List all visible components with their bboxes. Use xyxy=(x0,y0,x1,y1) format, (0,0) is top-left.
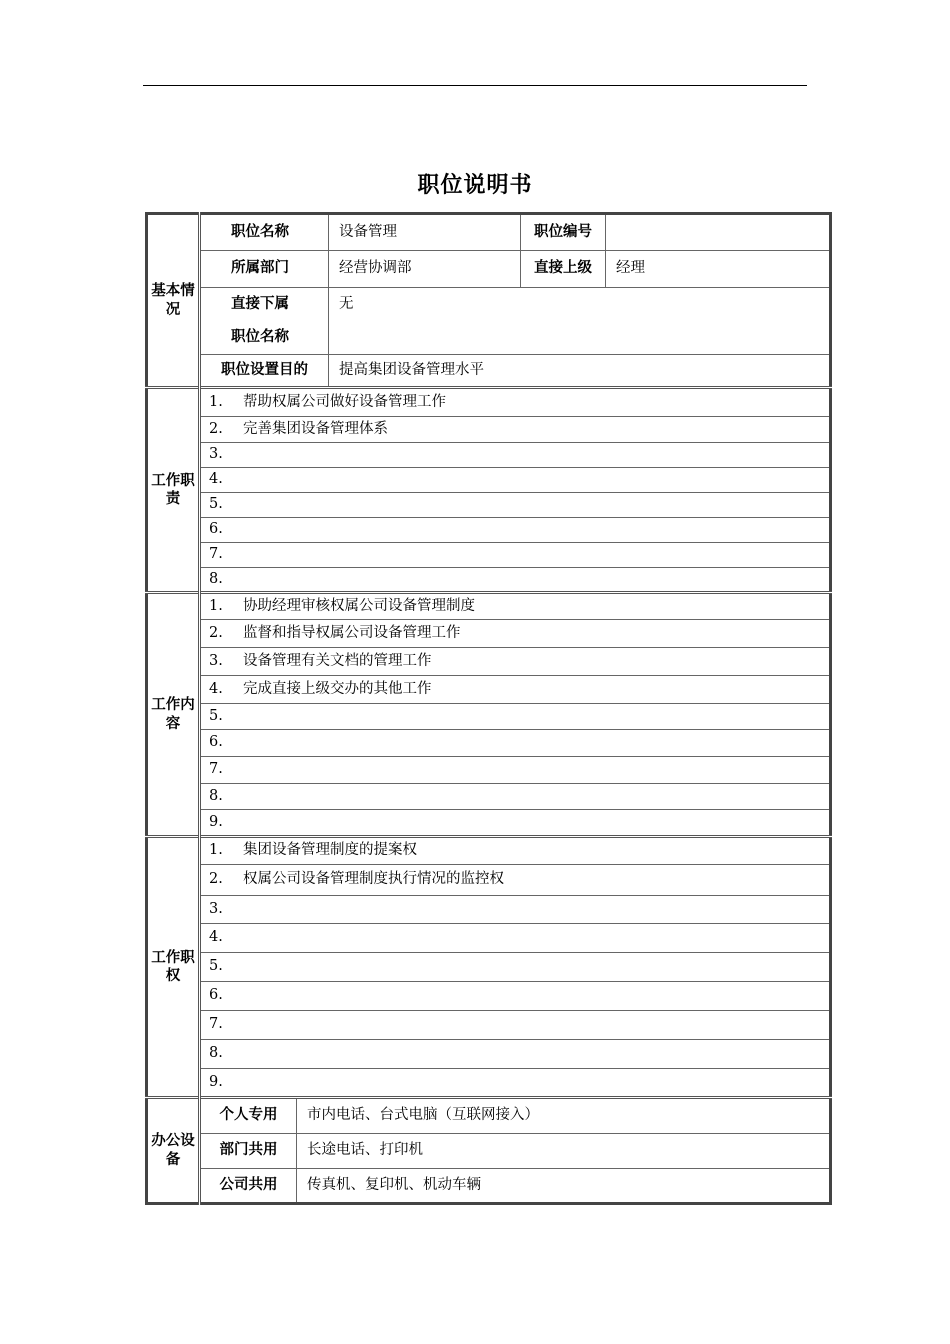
position-name-value: 设备管理 xyxy=(329,214,521,251)
position-code-label: 职位编号 xyxy=(521,214,606,251)
authority-section xyxy=(147,837,831,1098)
section-label-equipment: 办公设备 xyxy=(147,1098,200,1204)
item-number: 2. xyxy=(209,420,223,437)
basic-row-subordinate xyxy=(147,288,831,321)
item-number: 1. xyxy=(209,842,223,859)
purpose-value: 提高集团设备管理水平 xyxy=(329,355,831,388)
equipment-key: 公司共用 xyxy=(200,1169,297,1204)
item-number: 6. xyxy=(209,987,223,1004)
content-item xyxy=(200,648,831,676)
item-number: 3. xyxy=(209,652,223,669)
equipment-key: 部门共用 xyxy=(200,1134,297,1169)
content-item xyxy=(200,810,831,837)
item-number: 5. xyxy=(209,707,223,724)
item-number: 2. xyxy=(209,624,223,641)
item-number: 9. xyxy=(209,1073,223,1090)
content-item xyxy=(200,730,831,757)
subordinate-label-line2: 职位名称 xyxy=(231,329,289,345)
header-rule xyxy=(143,85,807,86)
authority-item xyxy=(200,1011,831,1040)
duties-row xyxy=(147,543,831,568)
item-number: 7. xyxy=(209,1016,223,1033)
item-text: 帮助权属公司做好设备管理工作 xyxy=(243,393,446,410)
item-number: 1. xyxy=(209,597,223,614)
content-item xyxy=(200,784,831,810)
duties-section xyxy=(147,388,831,593)
superior-label: 直接上级 xyxy=(521,251,606,288)
content-item xyxy=(200,593,831,620)
authority-item xyxy=(200,924,831,953)
duties-row xyxy=(147,518,831,543)
content-item xyxy=(200,676,831,704)
duties-item xyxy=(200,417,831,443)
authority-row xyxy=(147,1040,831,1069)
duties-item xyxy=(200,388,831,417)
item-number: 8. xyxy=(209,570,223,587)
section-label-authority: 工作职权 xyxy=(147,837,200,1098)
content-row xyxy=(147,784,831,810)
duties-row xyxy=(147,493,831,518)
item-number: 5. xyxy=(209,958,223,975)
authority-row xyxy=(147,1069,831,1098)
duties-item xyxy=(200,518,831,543)
authority-item xyxy=(200,1040,831,1069)
authority-item xyxy=(200,982,831,1011)
section-label-basic: 基本情况 xyxy=(147,214,200,388)
authority-item xyxy=(200,837,831,865)
authority-row xyxy=(147,865,831,896)
equipment-value: 传真机、复印机、机动车辆 xyxy=(297,1169,831,1204)
duties-row xyxy=(147,568,831,593)
duties-item xyxy=(200,443,831,468)
authority-item xyxy=(200,896,831,924)
equipment-value: 长途电话、打印机 xyxy=(297,1134,831,1169)
item-number: 3. xyxy=(209,446,223,463)
authority-item xyxy=(200,953,831,982)
content-row xyxy=(147,648,831,676)
subordinate-value: 无 xyxy=(329,288,831,355)
authority-row xyxy=(147,837,831,865)
duties-row xyxy=(147,468,831,493)
content-row xyxy=(147,676,831,704)
duties-item xyxy=(200,568,831,593)
item-number: 8. xyxy=(209,787,223,804)
content-row xyxy=(147,757,831,784)
position-name-label: 职位名称 xyxy=(200,214,329,251)
equipment-row xyxy=(147,1134,831,1169)
equipment-row xyxy=(147,1169,831,1204)
duties-item xyxy=(200,493,831,518)
item-text: 集团设备管理制度的提案权 xyxy=(243,842,417,859)
subordinate-label-line1: 直接下属 xyxy=(231,296,289,312)
content-item xyxy=(200,704,831,730)
item-number: 2. xyxy=(209,871,223,888)
content-section xyxy=(147,593,831,837)
content-item xyxy=(200,757,831,784)
item-number: 3. xyxy=(209,900,223,917)
authority-item xyxy=(200,865,831,896)
authority-row xyxy=(147,982,831,1011)
equipment-row xyxy=(147,1098,831,1134)
item-number: 7. xyxy=(209,761,223,778)
content-row xyxy=(147,810,831,837)
page-title: 职位说明书 xyxy=(417,173,533,198)
content-item xyxy=(200,620,831,648)
content-row xyxy=(147,593,831,620)
content-row xyxy=(147,730,831,757)
content-row xyxy=(147,704,831,730)
item-text: 完成直接上级交办的其他工作 xyxy=(243,680,432,697)
item-text: 监督和指导权属公司设备管理工作 xyxy=(243,624,461,641)
section-label-content: 工作内容 xyxy=(147,593,200,837)
item-number: 8. xyxy=(209,1045,223,1062)
purpose-label: 职位设置目的 xyxy=(200,355,329,388)
duties-row xyxy=(147,388,831,417)
item-number: 4. xyxy=(209,680,223,697)
duties-row xyxy=(147,417,831,443)
department-label: 所属部门 xyxy=(200,251,329,288)
department-value: 经营协调部 xyxy=(329,251,521,288)
item-number: 4. xyxy=(209,471,223,488)
item-number: 6. xyxy=(209,734,223,751)
duties-item xyxy=(200,468,831,493)
item-number: 5. xyxy=(209,496,223,513)
item-number: 4. xyxy=(209,929,223,946)
duties-row xyxy=(147,443,831,468)
item-number: 9. xyxy=(209,813,223,830)
duties-item xyxy=(200,543,831,568)
item-number: 7. xyxy=(209,546,223,563)
equipment-key: 个人专用 xyxy=(200,1098,297,1134)
basic-row-position xyxy=(147,214,831,251)
item-text: 权属公司设备管理制度执行情况的监控权 xyxy=(243,871,504,888)
item-number: 1. xyxy=(209,393,223,410)
subordinate-label xyxy=(200,288,329,355)
basic-row-purpose xyxy=(147,355,831,388)
basic-row-department xyxy=(147,251,831,288)
item-text: 协助经理审核权属公司设备管理制度 xyxy=(243,597,475,614)
authority-row xyxy=(147,896,831,924)
job-description-table xyxy=(145,212,832,1205)
authority-row xyxy=(147,924,831,953)
item-number: 6. xyxy=(209,521,223,538)
equipment-value: 市内电话、台式电脑（互联网接入） xyxy=(297,1098,831,1134)
position-code-value xyxy=(606,214,831,251)
authority-row xyxy=(147,953,831,982)
authority-item xyxy=(200,1069,831,1098)
superior-value: 经理 xyxy=(606,251,831,288)
content-row xyxy=(147,620,831,648)
item-text: 完善集团设备管理体系 xyxy=(243,420,388,437)
section-label-duties: 工作职责 xyxy=(147,388,200,593)
authority-row xyxy=(147,1011,831,1040)
item-text: 设备管理有关文档的管理工作 xyxy=(243,652,432,669)
